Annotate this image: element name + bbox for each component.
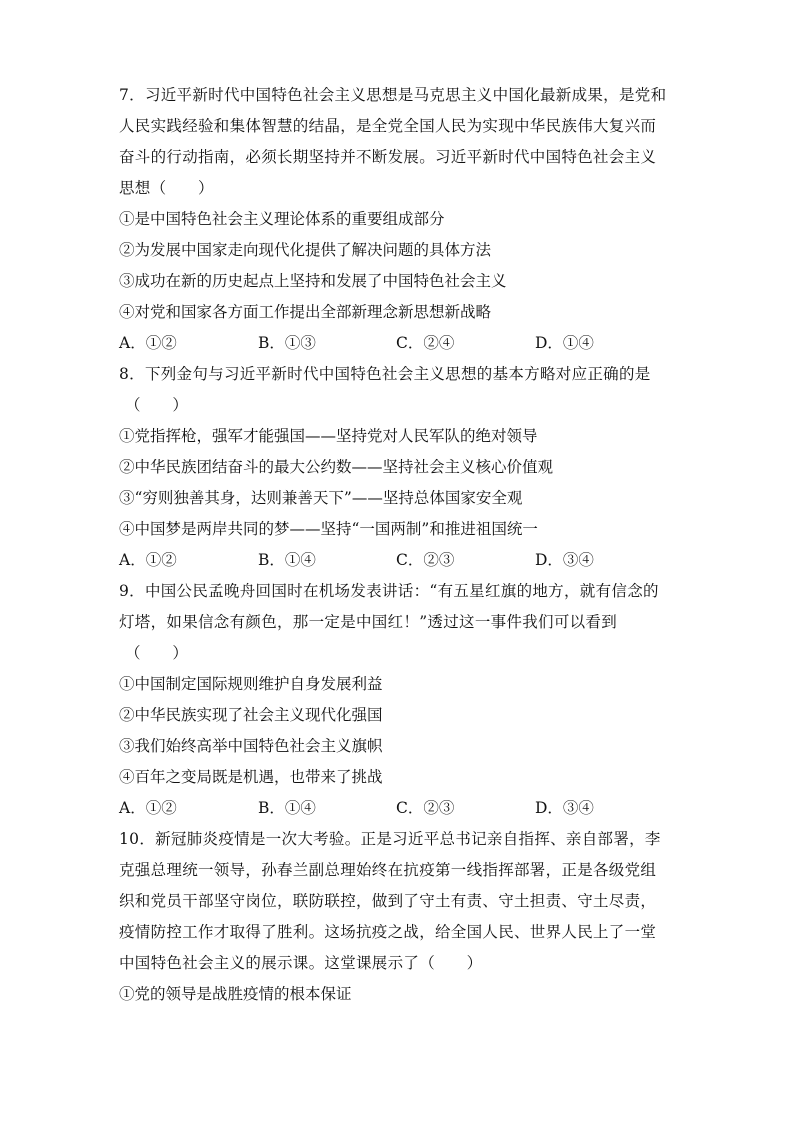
stem-line: 疫情防控工作才取得了胜利。这场抗疫之战，给全国人民、世界人民上了一堂 bbox=[119, 923, 657, 941]
statement-item: ①中国制定国际规则维护自身发展利益 bbox=[119, 675, 383, 693]
statement-item: ①党的领导是战胜疫情的根本保证 bbox=[119, 985, 352, 1003]
stem-line: 中国特色社会主义的展示课。这堂课展示了（ ） bbox=[119, 954, 483, 972]
stem-line: 织和党员干部坚守岗位，联防联控，做到了守土有责、守土担责、守土尽责， bbox=[119, 892, 657, 910]
option-c[interactable]: C．②③ bbox=[396, 551, 455, 569]
option-d[interactable]: D．①④ bbox=[535, 334, 594, 352]
question-9 bbox=[119, 576, 689, 824]
stem-line: （ ） bbox=[125, 644, 189, 662]
stem-line: （ ） bbox=[125, 396, 189, 414]
question-stem bbox=[119, 576, 689, 669]
statement-item: ④百年之变局既是机遇，也带来了挑战 bbox=[119, 768, 383, 786]
question-10 bbox=[119, 824, 689, 1010]
question-8 bbox=[119, 359, 689, 576]
stem-line: 8．下列金句与习近平新时代中国特色社会主义思想的基本方略对应正确的是 bbox=[119, 365, 651, 383]
statement-item: ①党指挥枪，强军才能强国——坚持党对人民军队的绝对领导 bbox=[119, 427, 538, 445]
statement-item: ③成功在新的历史起点上坚持和发展了中国特色社会主义 bbox=[119, 272, 507, 290]
statement-item: ②中华民族团结奋斗的最大公约数——坚持社会主义核心价值观 bbox=[119, 458, 554, 476]
exam-page bbox=[119, 80, 689, 1010]
statement-item: ③我们始终高举中国特色社会主义旗帜 bbox=[119, 737, 383, 755]
answer-options bbox=[119, 793, 689, 824]
stem-line: 7．习近平新时代中国特色社会主义思想是马克思主义中国化最新成果，是党和 bbox=[119, 86, 667, 104]
answer-options bbox=[119, 328, 689, 359]
stem-line: 9．中国公民孟晚舟回国时在机场发表讲话：“有五星红旗的地方，就有信念的 bbox=[119, 582, 659, 600]
question-stem bbox=[119, 824, 689, 979]
stem-line: 克强总理统一领导，孙春兰副总理始终在抗疫第一线指挥部署，正是各级党组 bbox=[119, 861, 657, 879]
option-d[interactable]: D．③④ bbox=[535, 799, 594, 817]
question-7 bbox=[119, 80, 689, 359]
option-a[interactable]: A．①② bbox=[119, 334, 177, 352]
stem-line: 思想（ ） bbox=[119, 179, 214, 197]
statement-item: ②为发展中国家走向现代化提供了解决问题的具体方法 bbox=[119, 241, 492, 259]
option-b[interactable]: B．①④ bbox=[258, 799, 316, 817]
option-c[interactable]: C．②④ bbox=[396, 334, 455, 352]
stem-line: 人民实践经验和集体智慧的结晶，是全党全国人民为实现中华民族伟大复兴而 bbox=[119, 117, 657, 135]
stem-line: 10．新冠肺炎疫情是一次大考验。正是习近平总书记亲自指挥、亲自部署，李 bbox=[119, 830, 661, 848]
answer-options bbox=[119, 545, 689, 576]
statement-item: ③“穷则独善其身，达则兼善天下”——坚持总体国家安全观 bbox=[119, 489, 523, 507]
statement-item: ④中国梦是两岸共同的梦——坚持“一国两制”和推进祖国统一 bbox=[119, 520, 538, 538]
option-b[interactable]: B．①④ bbox=[258, 551, 316, 569]
option-c[interactable]: C．②③ bbox=[396, 799, 455, 817]
statement-item: ①是中国特色社会主义理论体系的重要组成部分 bbox=[119, 210, 445, 228]
option-a[interactable]: A．①② bbox=[119, 799, 177, 817]
option-d[interactable]: D．③④ bbox=[535, 551, 594, 569]
option-a[interactable]: A．①② bbox=[119, 551, 177, 569]
question-stem bbox=[119, 80, 689, 204]
statement-item: ④对党和国家各方面工作提出全部新理念新思想新战略 bbox=[119, 303, 492, 321]
statement-item: ②中华民族实现了社会主义现代化强国 bbox=[119, 706, 383, 724]
option-b[interactable]: B．①③ bbox=[258, 334, 316, 352]
question-stem bbox=[119, 359, 689, 421]
stem-line: 灯塔，如果信念有颜色，那一定是中国红！”透过这一事件我们可以看到 bbox=[119, 613, 618, 631]
stem-line: 奋斗的行动指南，必须长期坚持并不断发展。习近平新时代中国特色社会主义 bbox=[119, 148, 657, 166]
